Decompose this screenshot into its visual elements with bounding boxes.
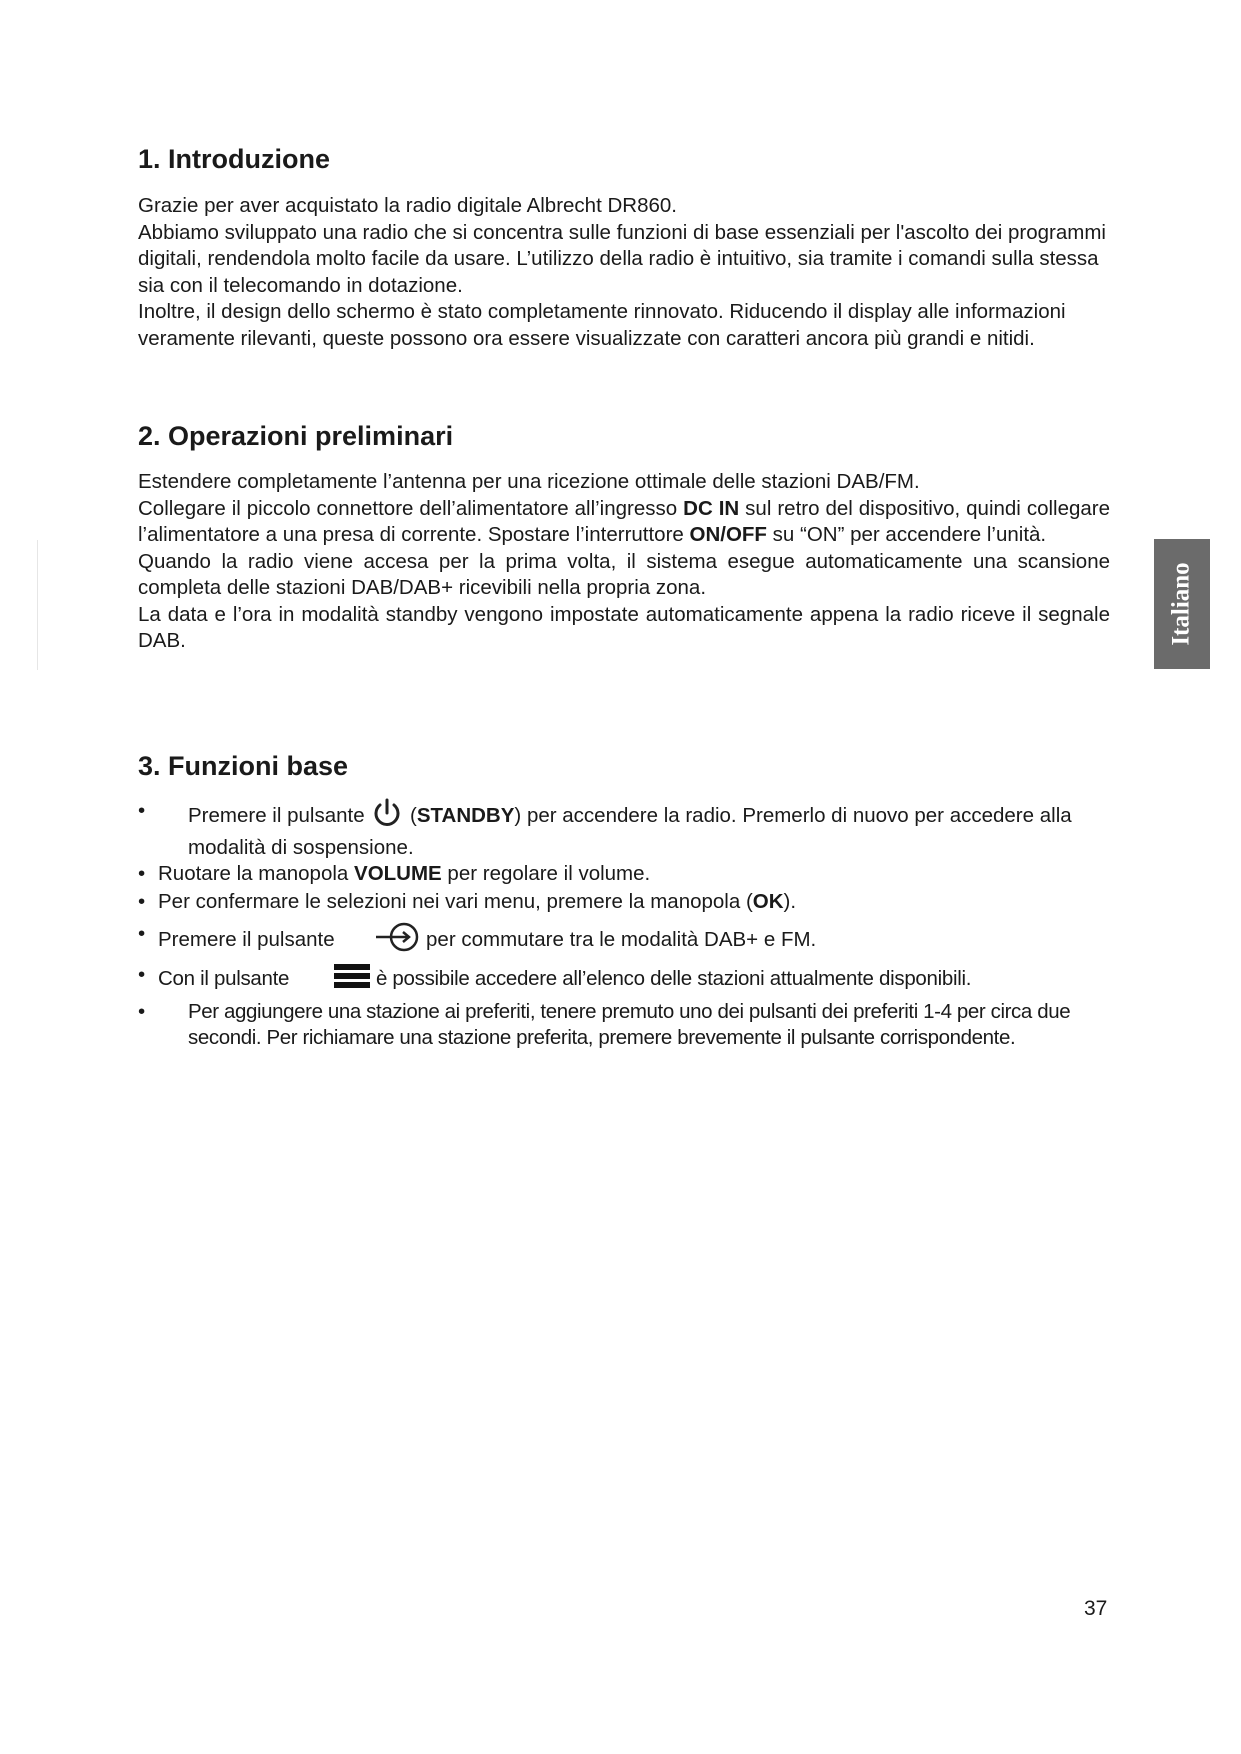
section-introduzione [138,144,1110,352]
list-item: • Premere il pulsante (STANDBY) per accendere la radio. Premerlo di nuovo per accedere alla modalità di sospensione. [138,799,1072,859]
list-item: • Per aggiungere una stazione ai preferiti, tenere premuto uno dei pulsanti dei preferiti 1-4 per circa due secondi. Per richiamare una stazione preferita, premere brevemente il pulsante corrispondente. [138,1000,1071,1049]
section-funzioni-base [138,751,1110,1051]
list-item: • Ruotare la manopola VOLUME per regolare il volume. [138,862,651,885]
prelim-p1: Estendere completamente l’antenna per una ricezione ottimale delle stazioni DAB/FM. [138,470,920,493]
section-title: 3. Funzioni base [138,751,349,781]
page-number: 37 [1084,1597,1108,1620]
list-item: • Con il pulsante è possibile accedere all’elenco delle stazioni attualmente disponibili. [138,962,1110,997]
intro-line-1: Grazie per aver acquistato la radio digitale Albrecht DR860. [138,194,677,217]
intro-line-2: Abbiamo sviluppato una radio che si concentra sulle funzioni di base essenziali per l'ascolto dei programmi digitali, rendendola molto facile da usare. L’utilizzo della radio è intuitivo, sia tramite i comandi sulla stessa sia con il telecomando in dotazione. [138,220,1106,297]
prelim-p3: Quando la radio viene accesa per la prima volta, il sistema esegue automaticamente una scansione completa delle stazioni DAB/DAB+ ricevibili nella propria zona. [138,549,1110,599]
language-tab-label: Italiano [1168,562,1196,646]
section-title: 2. Operazioni preliminari [138,421,454,451]
functions-list [138,798,1110,1051]
list-menu-icon [333,962,371,997]
mode-switch-icon [374,921,420,960]
section-operazioni-preliminari [138,421,1110,655]
prelim-p4: La data e l’ora in modalità standby vengono impostate automaticamente appena la radio riceve il segnale DAB. [138,602,1110,652]
section-title: 1. Introduzione [138,144,330,174]
margin-line [37,540,38,670]
list-item: • Premere il pulsante per commutare tra le modalità DAB+ e FM. [138,921,1110,960]
language-tab [1154,539,1210,669]
intro-line-3: Inoltre, il design dello schermo è stato completamente rinnovato. Riducendo il display alle informazioni veramente rilevanti, queste possono ora essere visualizzate con caratteri ancora più grandi e nitidi. [138,300,1066,350]
list-item: • Per confermare le selezioni nei vari menu, premere la manopola (OK). [138,890,797,913]
prelim-p2: Collegare il piccolo connettore dell’alimentatore all’ingresso DC IN sul retro del dispositivo, quindi collegare l’alimentatore a una presa di corrente. Spostare l’interruttore ON/OFF su “ON” per accendere l’unità. [138,496,1111,546]
power-icon [370,798,404,835]
